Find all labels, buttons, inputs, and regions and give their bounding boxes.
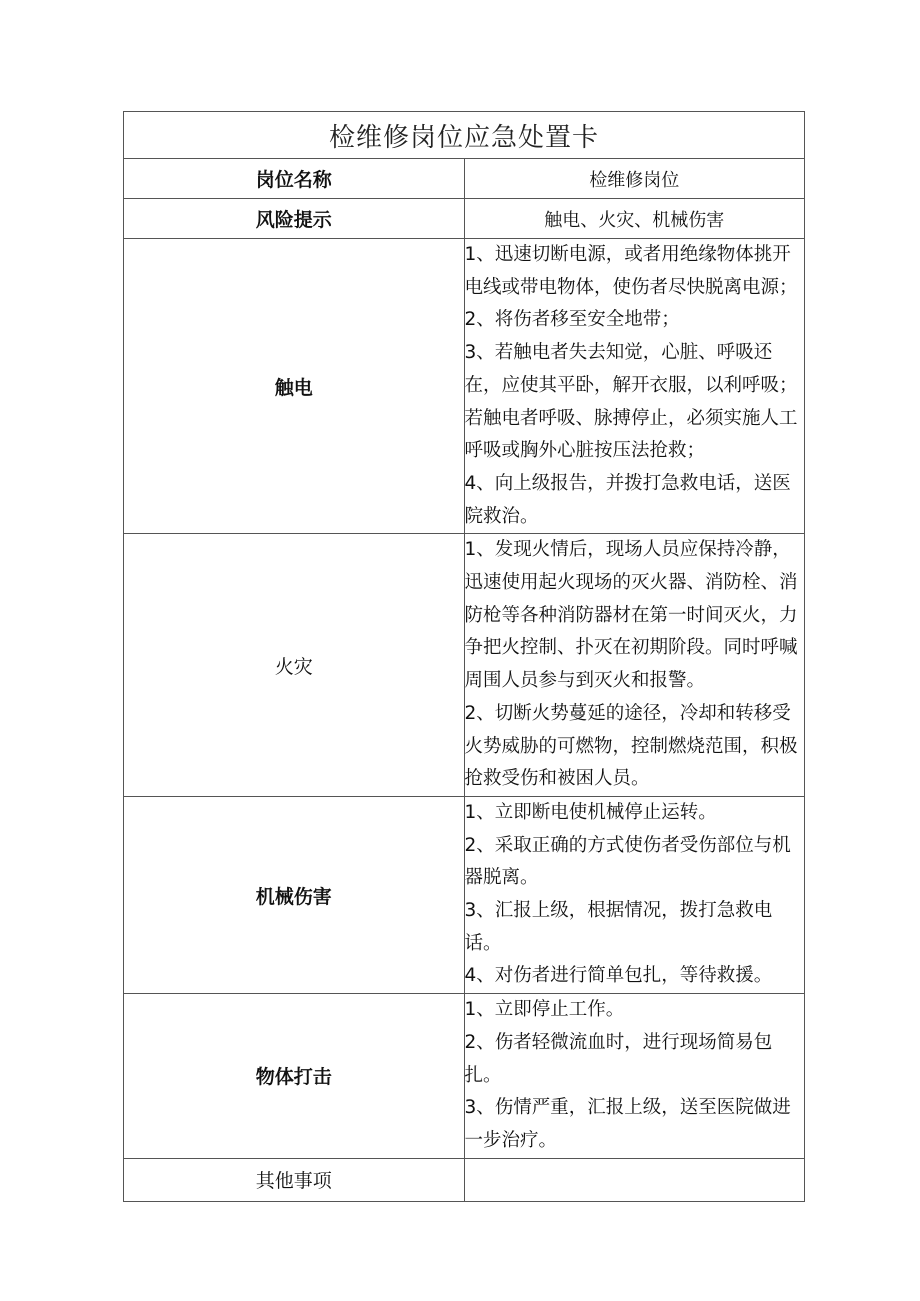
mechanical-step: 1、立即断电使机械停止运转。 (464, 801, 717, 823)
fire-label: 火灾 (124, 534, 465, 797)
risk-hint-label: 风险提示 (124, 199, 465, 239)
mechanical-step: 4、对伤者进行简单包扎，等待救援。 (464, 965, 773, 987)
fire-steps (464, 534, 805, 797)
other-matters-value (464, 1158, 805, 1201)
mechanical-step: 2、采取正确的方式使伤者受伤部位与机器脱离。 (464, 834, 791, 889)
electric-step: 2、将伤者移至安全地带； (464, 309, 680, 331)
other-matters-label: 其他事项 (124, 1158, 465, 1201)
electric-step: 4、向上级报告，并拨打急救电话，送医院救治。 (464, 472, 791, 527)
mechanical-injury-steps (464, 796, 805, 993)
post-name-label: 岗位名称 (124, 159, 465, 199)
electric-shock-label: 触电 (124, 239, 465, 534)
object-strike-label: 物体打击 (124, 994, 465, 1159)
electric-step: 3、若触电者失去知觉，心脏、呼吸还在，应使其平卧，解开衣服，以利呼吸；若触电者呼吸、脉搏停止，必须实施人工呼吸或胸外心脏按压法抢救； (464, 342, 798, 462)
mechanical-injury-label: 机械伤害 (124, 796, 465, 993)
object-strike-steps (464, 994, 805, 1159)
fire-step: 1、发现火情后，现场人员应保持冷静，迅速使用起火现场的灭火器、消防栓、消防枪等各种消防器材在第一时间灭火，力争把火控制、扑灭在初期阶段。同时呼喊周围人员参与到灭火和报警。 (464, 539, 798, 692)
fire-step: 2、切断火势蔓延的途径，冷却和转移受火势威胁的可燃物，控制燃烧范围，积极抢救受伤和被困人员。 (464, 702, 798, 790)
object-strike-step: 1、立即停止工作。 (464, 999, 625, 1021)
emergency-card-table (123, 111, 805, 1202)
object-strike-step: 2、伤者轻微流血时，进行现场简易包扎。 (464, 1031, 773, 1086)
electric-shock-steps (464, 239, 805, 534)
post-name-value: 检维修岗位 (464, 159, 805, 199)
object-strike-step: 3、伤情严重，汇报上级，送至医院做进一步治疗。 (464, 1097, 791, 1151)
risk-hint-value: 触电、火灾、机械伤害 (464, 199, 805, 239)
electric-step: 1、迅速切断电源，或者用绝缘物体挑开电线或带电物体，使伤者尽快脱离电源； (464, 244, 798, 298)
mechanical-step: 3、汇报上级，根据情况，拨打急救电话。 (464, 900, 773, 954)
card-title: 检维修岗位应急处置卡 (124, 112, 805, 159)
